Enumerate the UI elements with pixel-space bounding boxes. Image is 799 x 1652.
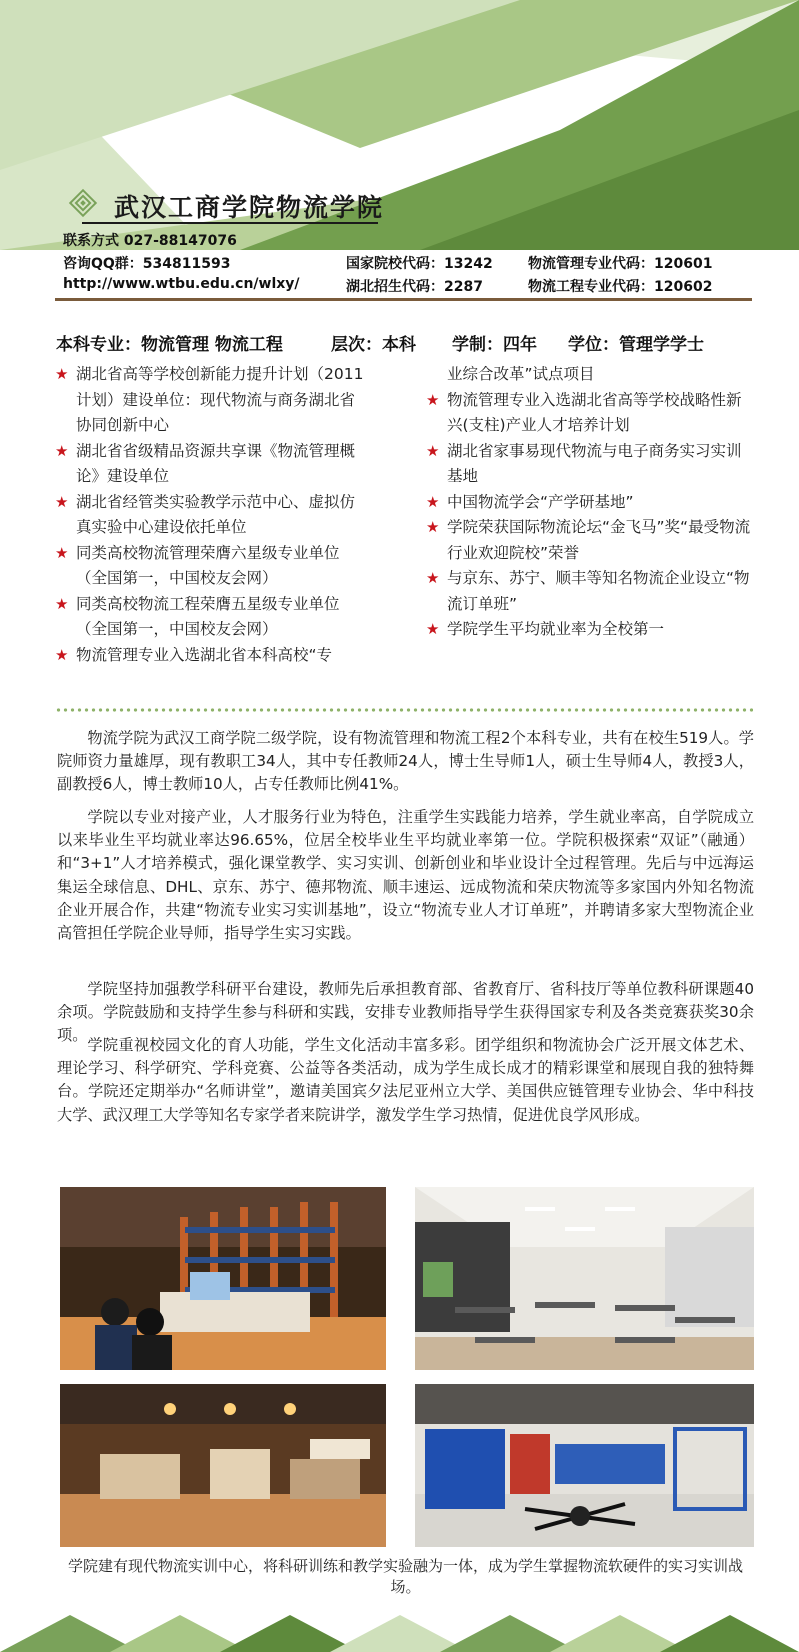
meta-degree: 学位：管理学学士 <box>568 335 704 355</box>
photo-drone-lab <box>415 1384 754 1547</box>
star-icon: ★ <box>55 594 69 613</box>
list-item: ★ 湖北省高等学校创新能力提升计划（2011计划）建设单位：现代物流与商务湖北省协同创新中心 <box>55 362 367 439</box>
photo-warehouse-lab <box>60 1187 386 1370</box>
list-item: ★ 物流管理专业入选湖北省本科高校“专 <box>55 643 367 669</box>
paragraph-research: 学院坚持加强教学科研平台建设，教师先后承担教育部、省教育厅、省科技厅等单位教科研课题40余项。学院鼓励和支持学生参与科研和实践，安排专业教师指导学生获得国家专利及各类竞赛获奖30余项。 <box>57 980 754 1045</box>
photo-training-room <box>415 1187 754 1370</box>
meta-level: 层次：本科 <box>331 335 416 355</box>
star-icon: ★ <box>426 492 440 511</box>
meta-majors: 本科专业：物流管理 物流工程 <box>56 335 283 355</box>
meta-duration: 学制：四年 <box>452 335 537 355</box>
list-item: ★ 与京东、苏宁、顺丰等知名物流企业设立“物流订单班” <box>426 566 752 617</box>
star-icon: ★ <box>55 645 69 664</box>
list-item: ★ 物流管理专业入选湖北省高等学校战略性新兴(支柱)产业人才培养计划 <box>426 388 752 439</box>
paragraph-culture: 学院重视校园文化的育人功能，学生文化活动丰富多彩。团学组织和物流协会广泛开展文体艺术、理论学习、科学研究、学科竞赛、公益等各类活动，成为学生成长成才的精彩课堂和展现自我的独特舞台。学院还定期举办“名师讲堂”，邀请美国宾夕法尼亚州立大学、美国供应链管理专业协会、华中科技大学、武汉理工大学等知名专家学者来院讲学，激发学生学习热情，促进优良学风形成。 <box>57 1036 754 1124</box>
list-item: ★ 学院荣获国际物流论坛“金飞马”奖“最受物流行业欢迎院校”荣誉 <box>426 515 752 566</box>
logo-icon <box>66 186 100 220</box>
photo-caption: 学院建有现代物流实训中心，将科研训练和教学实验融为一体，成为学生掌握物流软硬件的实习实训战场。 <box>67 1557 743 1596</box>
list-item: ★ 湖北省省级精品资源共享课《物流管理概论》建设单位 <box>55 439 367 490</box>
list-item: ★ 湖北省经管类实验教学示范中心、虚拟仿真实验中心建设依托单位 <box>55 490 367 541</box>
star-icon: ★ <box>426 620 440 638</box>
hubei-code: 湖北招生代码：2287 <box>346 279 483 295</box>
highlights-left <box>55 362 367 668</box>
title-underline <box>82 222 378 224</box>
list-item: ★ 中国物流学会“产学研基地” <box>426 490 752 516</box>
divider-top <box>55 298 752 301</box>
list-item: ★ 同类高校物流管理荣膺六星级专业单位（全国第一，中国校友会网） <box>55 541 367 592</box>
paragraph-intro: 物流学院为武汉工商学院二级学院，设有物流管理和物流工程2个本科专业，共有在校生519人。学院师资力量雄厚，现有教职工34人，其中专任教师24人，博士生导师1人，硕士生导师4人，教授3人，副教授6人，博士教师10人，占专任教师比例41%。 <box>57 729 754 794</box>
contact-qq: 咨询QQ群：534811593 <box>63 256 231 272</box>
list-item: ★ 学院学生平均就业率为全校第一 <box>426 617 752 643</box>
star-icon: ★ <box>426 569 440 587</box>
star-icon: ★ <box>55 492 69 511</box>
star-icon: ★ <box>55 441 69 460</box>
star-icon: ★ <box>426 518 440 536</box>
contact-url[interactable]: http://www.wtbu.edu.cn/wlxy/ <box>63 276 300 292</box>
star-icon: ★ <box>426 441 440 460</box>
paragraph-practice: 学院以专业对接产业，人才服务行业为特色，注重学生实践能力培养，学生就业率高，自学院成立以来毕业生平均就业率达96.65%，位居全校毕业生平均就业率第一位。学院积极探索“双证”（融通）和“3+1”人才培养模式，强化课堂教学、实习实训、创新创业和毕业设计全过程管理。先后与中远海运集运全球信息、DHL、京东、苏宁、德邦物流、顺丰速运、远成物流和荣庆物流等多家国内外知名物流企业开展合作，共建“物流专业实习实训基地”，设立“物流专业人才订单班”，并聘请多家大型物流企业高管担任学院企业导师，指导学生实习实践。 <box>57 808 754 943</box>
star-icon: ★ <box>55 365 69 383</box>
photo-exhibition-hall <box>60 1384 386 1547</box>
highlights-right <box>426 362 752 643</box>
footer-decoration <box>0 1615 799 1652</box>
national-code: 国家院校代码：13242 <box>346 256 493 272</box>
page-title: 武汉工商学院物流学院 <box>114 193 385 222</box>
list-item: ★ 同类高校物流工程荣膺五星级专业单位（全国第一，中国校友会网） <box>55 592 367 643</box>
star-icon: ★ <box>55 543 69 562</box>
major-code-management: 物流管理专业代码：120601 <box>528 256 713 272</box>
list-item-continued: 业综合改革”试点项目 <box>447 365 595 383</box>
list-item: ★ 湖北省家事易现代物流与电子商务实习实训基地 <box>426 439 752 490</box>
contact-phone: 联系方式 027-88147076 <box>63 233 237 249</box>
dotted-divider <box>55 708 753 712</box>
star-icon: ★ <box>426 390 440 409</box>
major-code-engineering: 物流工程专业代码：120602 <box>528 279 713 295</box>
